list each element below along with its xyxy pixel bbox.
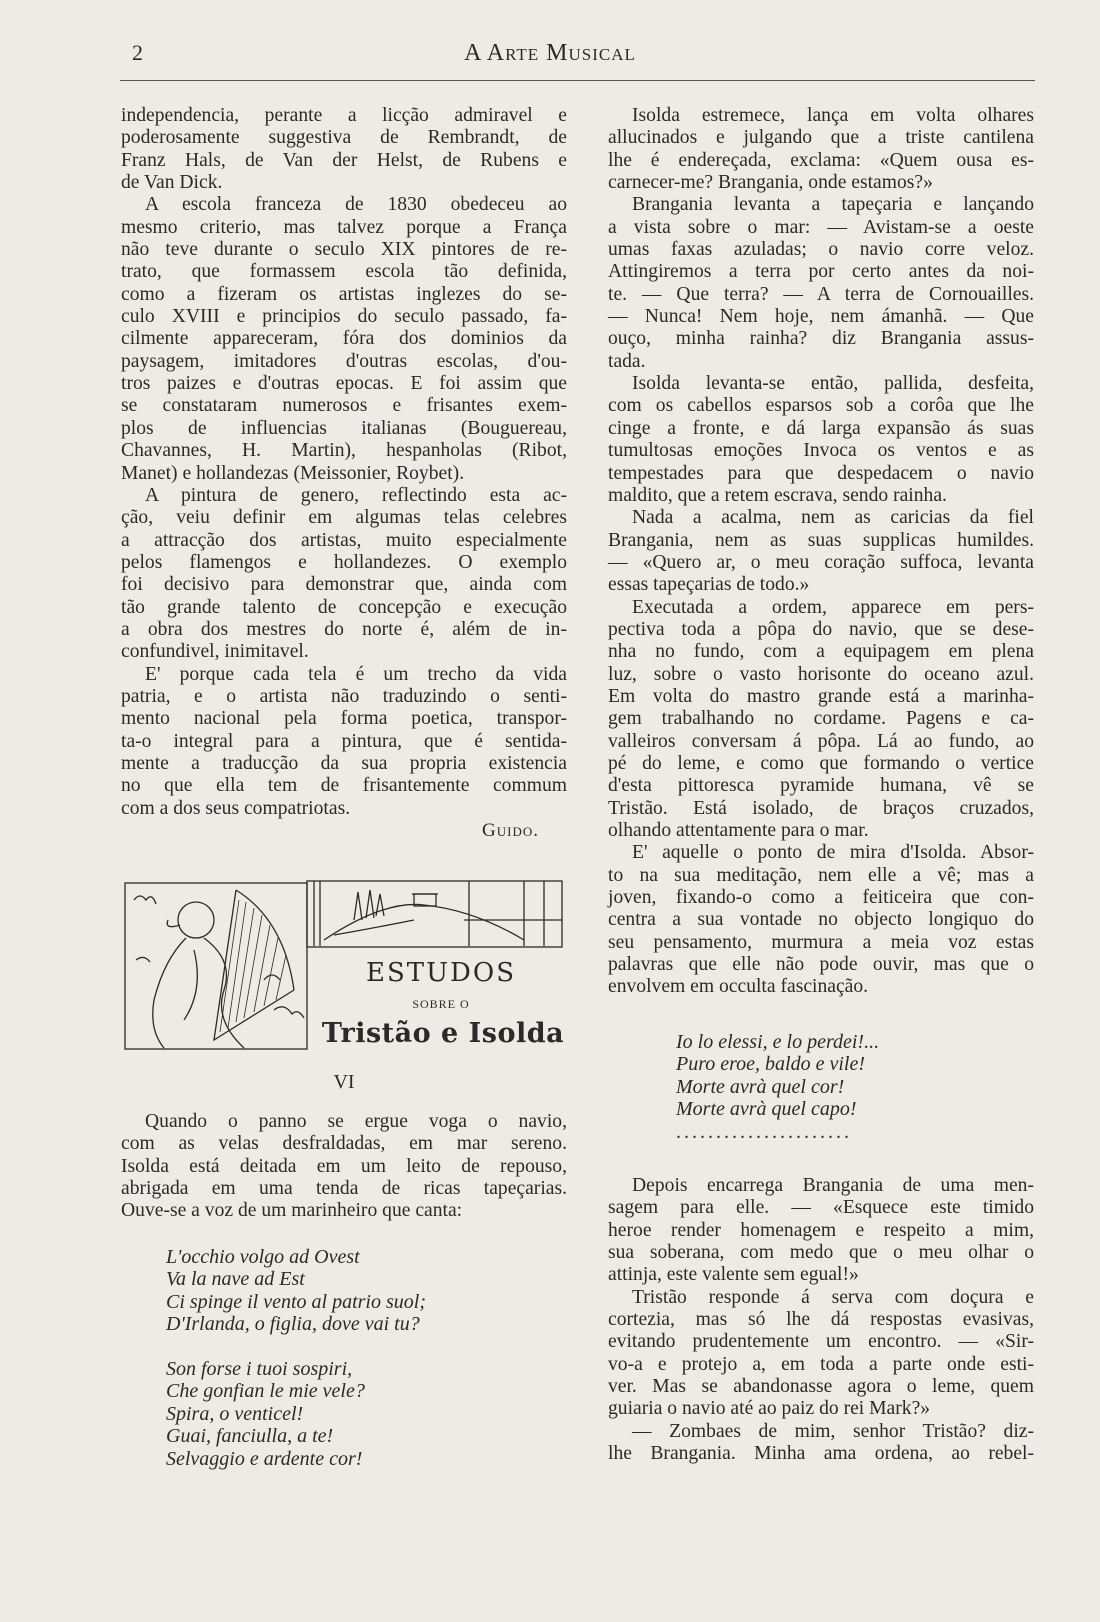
left-column-text-2	[121, 1111, 567, 1223]
text-line: A pintura de genero, reflectindo esta ac-	[145, 484, 567, 506]
text-line: tão grande talento de concepção e execução	[121, 596, 567, 618]
verse-line: Guai, fanciulla, a te!	[166, 1425, 334, 1448]
text-line: a vista sobre o mar: — Avistam-se a oeste	[608, 216, 1034, 238]
verse-line: Io lo elessi, e lo perdei!...	[676, 1031, 880, 1053]
text-line: a obra dos mestres do norte é, além de in-	[121, 618, 567, 640]
text-line: Tristão. Está isolado, de braços cruzados,	[608, 797, 1034, 819]
text-line: palavras que elle não pode ouvir, mas que o	[608, 954, 1034, 976]
text-line: Attingiremos a terra por certo antes da noi-	[608, 261, 1034, 283]
text-line: mente a traducção da sua propria existencia	[121, 752, 567, 774]
text-line: essas tapeçarias de todo.»	[608, 574, 810, 596]
text-line: se constataram numerosos e frisantes exem-	[121, 395, 567, 417]
verse-line: D'Irlanda, o figlia, dove vai tu?	[166, 1313, 420, 1336]
text-line: evitando prudentemente um encontro. — «Sir-	[608, 1331, 1034, 1353]
author-signature: Guido.	[482, 820, 539, 841]
illustration-subheading: SOBRE O	[412, 997, 470, 1011]
verse-ellipsis: ......................	[676, 1120, 852, 1143]
illustration-heading: ESTUDOS	[365, 958, 517, 988]
text-line: ta-o integral para a pintura, que é sentida-	[121, 730, 567, 752]
text-line: Depois encarrega Brangania de uma men-	[632, 1175, 1034, 1196]
verse-line: L'occhio volgo ad Ovest	[166, 1246, 360, 1268]
running-title: A Arte Musical	[464, 40, 636, 66]
text-line: paysagem, imitadores d'outras escolas, d'ou-	[121, 350, 567, 372]
chapter-number: VI	[333, 1071, 355, 1093]
verse-line: Puro eroe, baldo e vile!	[676, 1053, 866, 1076]
text-line: trato, que formassem escola tão definida,	[121, 261, 567, 283]
right-column-text-2	[608, 1175, 1034, 1465]
text-line: — Nunca! Nem hoje, nem ámanhã. — Que	[608, 306, 1034, 328]
sailor-song	[166, 1246, 426, 1470]
verse-line: Son forse i tuoi sospiri,	[166, 1357, 353, 1380]
text-line: mesmo criterio, mas talvez porque a França	[121, 216, 567, 238]
text-line: a attracção dos artistas, muito especialmente	[121, 529, 567, 551]
verse-line: Ci spinge il vento al patrio suol;	[166, 1290, 426, 1313]
text-line: pelos flamengos e hollandezes. O exemplo	[121, 551, 567, 573]
text-line: lhe Brangania. Minha ama ordena, ao rebel-	[608, 1443, 1034, 1465]
text-line: cinge a fronte, e dá larga expansão ás suas	[608, 417, 1034, 439]
text-line: to na sua meditação, nem elle a vê; mas a	[608, 864, 1034, 886]
text-line: abrigada em uma tenda de ricas tapeçarias.	[121, 1178, 567, 1200]
verse-line: Morte avrà quel cor!	[676, 1075, 845, 1098]
text-line: tempestades para que despedacem o navio	[608, 462, 1034, 484]
text-line: Isolda está deitada em um leito de repouso,	[121, 1155, 567, 1177]
text-line: Ouve-se a voz de um marinheiro que canta:	[121, 1200, 463, 1222]
text-line: ver. Mas se abandonasse agora o leme, quem	[608, 1376, 1034, 1398]
text-line: gem trabalhando no cordame. Pagens e ca-	[608, 708, 1034, 730]
text-line: culo XVIII e principios do seculo passado, fa-	[121, 306, 567, 328]
text-line: envolvem em occulta fascinação.	[608, 976, 869, 998]
text-line: no que ella tem de frisantemente commum	[121, 775, 567, 797]
stanza-gap	[166, 1336, 426, 1358]
text-line: Executada a ordem, apparece em pers-	[632, 596, 1034, 618]
text-line: mento nacional pela forma poetica, transpor-	[121, 708, 567, 730]
text-line: d'esta pittoresca pyramide humana, vê se	[608, 775, 1034, 797]
text-line: attinja, este valente sem egual!»	[608, 1264, 859, 1286]
text-line: sagem para elle. — «Esquece este timido	[608, 1197, 1034, 1219]
right-column-text	[608, 105, 1034, 999]
text-line: Isolda estremece, lança em volta olhares	[632, 105, 1034, 126]
text-line: maldito, que a retem escrava, sendo rainha.	[608, 484, 947, 506]
text-line: ção, veiu definir em algumas telas celebres	[121, 507, 567, 529]
text-line: luz, sobre o vasto horisonte do oceano azul.	[608, 663, 1034, 685]
text-line: confundivel, inimitavel.	[121, 641, 309, 663]
text-line: A escola franceza de 1830 obedeceu ao	[145, 194, 567, 216]
text-line: te. — Que terra? — A terra de Cornouailles.	[608, 283, 1034, 305]
text-line: Manet) e hollandezas (Meissonier, Roybet).	[121, 462, 465, 484]
text-line: Chavannes, H. Martin), hespanholas (Ribot,	[121, 440, 567, 462]
text-line: E' porque cada tela é um trecho da vida	[145, 663, 567, 685]
verse-line: Va la nave ad Est	[166, 1268, 305, 1291]
text-line: Nada a acalma, nem as caricias da fiel	[632, 507, 1034, 529]
text-line: tada.	[608, 350, 646, 372]
text-line: carnecer-me? Brangania, onde estamos?»	[608, 172, 933, 194]
verse-line: Che gonfian le mie vele?	[166, 1380, 365, 1403]
text-line: Isolda levanta-se então, pallida, desfeita,	[632, 373, 1034, 395]
text-line: tumultosas emoções Invoca os ventos e as	[608, 440, 1034, 462]
text-line: de Van Dick.	[121, 172, 223, 194]
text-line: pectiva toda a pôpa do navio, que se dese-	[608, 618, 1034, 640]
verse-line: Selvaggio e ardente cor!	[166, 1447, 363, 1470]
text-line: Brangania, nem as suas supplicas humildes.	[608, 529, 1034, 551]
text-line: não teve durante o seculo XIX pintores de re-	[121, 239, 567, 261]
text-line: sua soberana, com medo que o meu olhar o	[608, 1242, 1034, 1264]
text-line: lhe é endereçada, exclama: «Quem ousa es-	[608, 149, 1034, 171]
text-line: com as velas desfraldadas, em mar sereno.	[121, 1133, 567, 1155]
text-line: independencia, perante a licção admiravel e	[121, 105, 567, 126]
text-line: joven, fixando-o como a feiticeira que con-	[608, 887, 1034, 909]
text-line: patria, e o artista não traduzindo o senti-	[121, 685, 567, 707]
text-line: Franz Hals, de Van der Helst, de Rubens e	[121, 149, 567, 171]
left-column-text	[121, 105, 567, 820]
text-line: — Zombaes de mim, senhor Tristão? diz-	[632, 1420, 1034, 1442]
text-line: Quando o panno se ergue voga o navio,	[145, 1111, 567, 1132]
text-line: Tristão responde á serva com doçura e	[632, 1286, 1034, 1308]
text-line: cortezia, mas só lhe dá respostas evasivas,	[608, 1309, 1034, 1331]
verse-line: Morte avrà quel capo!	[676, 1098, 857, 1121]
text-line: Brangania levanta a tapeçaria e lançando	[632, 194, 1034, 216]
text-line: com os cabellos esparsos sob a corôa que lhe	[608, 395, 1034, 417]
text-line: — «Quero ar, o meu coração suffoca, levanta	[608, 551, 1034, 573]
page-number: 2	[132, 40, 143, 65]
text-line: foi decisivo para demonstrar que, ainda com	[121, 574, 567, 596]
text-line: heroe render homenagem e respeito a mim,	[608, 1219, 1034, 1241]
verse-line: Spira, o venticel!	[166, 1402, 304, 1425]
text-line: allucinados e julgando que a triste cantilena	[608, 127, 1034, 149]
text-line: umas faxas azuladas; o navio corre veloz.	[608, 239, 1034, 261]
header-rule	[120, 80, 1035, 81]
text-line: Em volta do mastro grande está a marinha-	[608, 685, 1034, 707]
illustration-title: Tristão e Isolda	[321, 1018, 565, 1049]
text-line: pé do leme, e como que formando o vertice	[608, 752, 1034, 774]
text-line: guiaria o navio até ao paiz do rei Mark?»	[608, 1398, 931, 1420]
text-line: olhando attentamente para o mar.	[608, 820, 869, 841]
text-line: poderosamente suggestiva de Rembrandt, de	[121, 127, 567, 149]
text-line: com a dos seus compatriotas.	[121, 797, 351, 819]
text-line: E' aquelle o ponto de mira d'Isolda. Absor-	[632, 842, 1034, 864]
text-line: nha no fundo, com a equipagem em plena	[608, 641, 1034, 663]
text-line: tros paizes e d'outras epocas. E foi assim que	[121, 373, 567, 395]
text-line: como a fizeram os artistas inglezes do se-	[121, 283, 567, 305]
text-line: valleiros conversam á pôpa. Lá ao fundo, ao	[608, 730, 1034, 752]
text-line: cilmente appareceram, fóra dos dominios da	[121, 328, 567, 350]
isolda-song	[676, 1031, 879, 1143]
text-line: centra a sua vontade no objecto longiquo do	[608, 909, 1034, 931]
text-line: vo-a e protejo a, em toda a parte onde esti-	[608, 1353, 1034, 1375]
text-line: seu pensamento, murmura a meia voz estas	[608, 931, 1034, 953]
text-line: ouço, minha rainha? diz Brangania assus-	[608, 328, 1034, 350]
text-line: plos de influencias italianas (Bouguereau,	[121, 417, 567, 439]
